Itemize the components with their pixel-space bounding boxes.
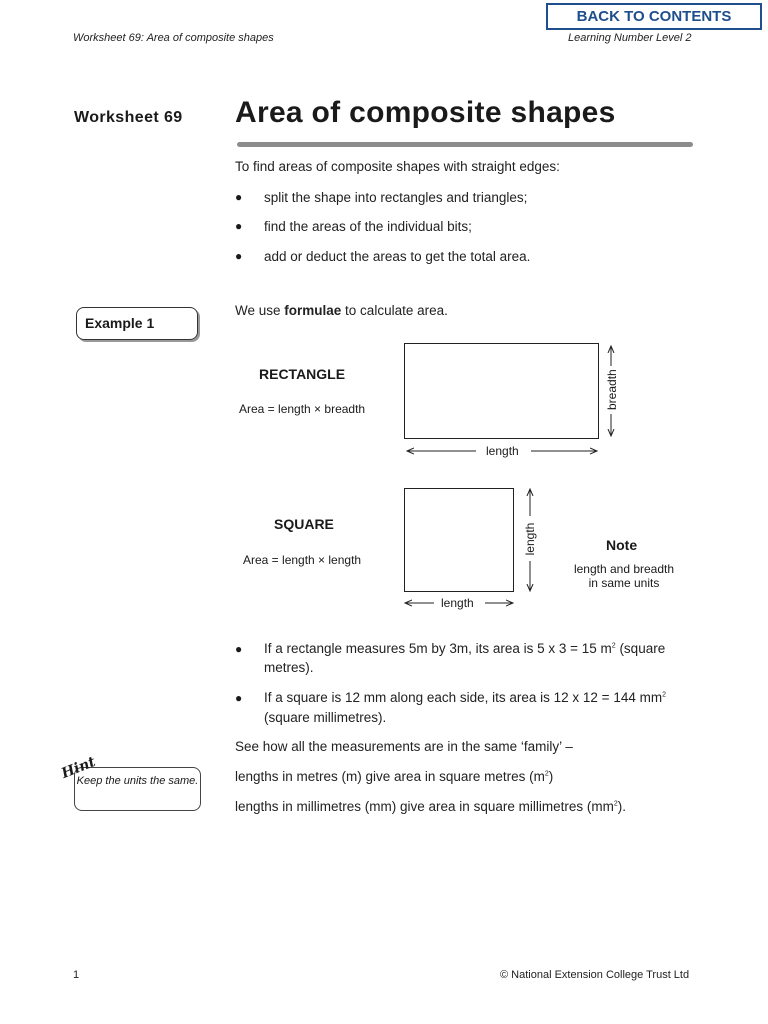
square-shape (404, 488, 514, 592)
note-title: Note (606, 537, 638, 553)
bullet-icon: ● (235, 691, 243, 705)
intro-lead: To find areas of composite shapes with straight edges: (235, 159, 560, 174)
bullet-icon: ● (235, 219, 243, 233)
worksheet-number: Worksheet 69 (74, 109, 183, 126)
square-length-label: length (441, 596, 474, 610)
bullet-icon: ● (235, 642, 243, 656)
intro-bullet: add or deduct the areas to get the total area. (264, 249, 531, 264)
square-formula: Area = length × length (243, 553, 362, 567)
running-header-right: Learning Number Level 2 (568, 32, 692, 44)
millimetres-line: lengths in millimetres (mm) give area in square millimetres $(mm^2)$. (235, 799, 626, 814)
square-heading: SQUARE (274, 516, 334, 532)
square-example-line1: If a square is 12 mm along each side, its area is 12 x 12 = 144 $mm^2$ (264, 690, 666, 705)
family-line: See how all the measurements are in the same ‘family’ – (235, 739, 573, 754)
breadth-label: breadth (605, 369, 619, 410)
back-to-contents-button[interactable]: BACK TO CONTENTS (546, 3, 762, 30)
intro-bullet: split the shape into rectangles and triangles; (264, 190, 528, 205)
note-line: length and breadth (573, 562, 675, 576)
hint-tag: Hint (59, 753, 98, 783)
bullet-icon: ● (235, 190, 243, 204)
square-side-label: length (523, 522, 537, 556)
rectangle-example-line1: If a rectangle measures 5m by 3m, its area is 5 x 3 = 15 $m^2$ (square (264, 641, 666, 656)
page-number: 1 (73, 969, 80, 981)
bullet-icon: ● (235, 249, 243, 263)
intro-bullet: find the areas of the individual bits; (264, 219, 472, 234)
running-header-left: Worksheet 69: Area of composite shapes (73, 32, 274, 44)
rectangle-heading: RECTANGLE (259, 366, 346, 382)
hint-box: Keep the units the same. (74, 767, 201, 811)
note-line: in same units (588, 576, 660, 590)
rect-length-label: length (486, 444, 519, 458)
rectangle-formula: Area = length × breadth (239, 402, 366, 416)
metres-line: lengths in metres (m) give area in square metres $(m^2)$ (235, 769, 554, 784)
square-example-line2: (square millimetres). (264, 710, 387, 725)
copyright: © National Extension College Trust Ltd (500, 969, 690, 981)
page-title: Area of composite shapes (235, 96, 616, 129)
example-label: Example 1 (76, 307, 198, 340)
rectangle-example-line2: metres). (264, 660, 314, 675)
formulae-line: We use formulae to calculate area. (235, 303, 448, 318)
